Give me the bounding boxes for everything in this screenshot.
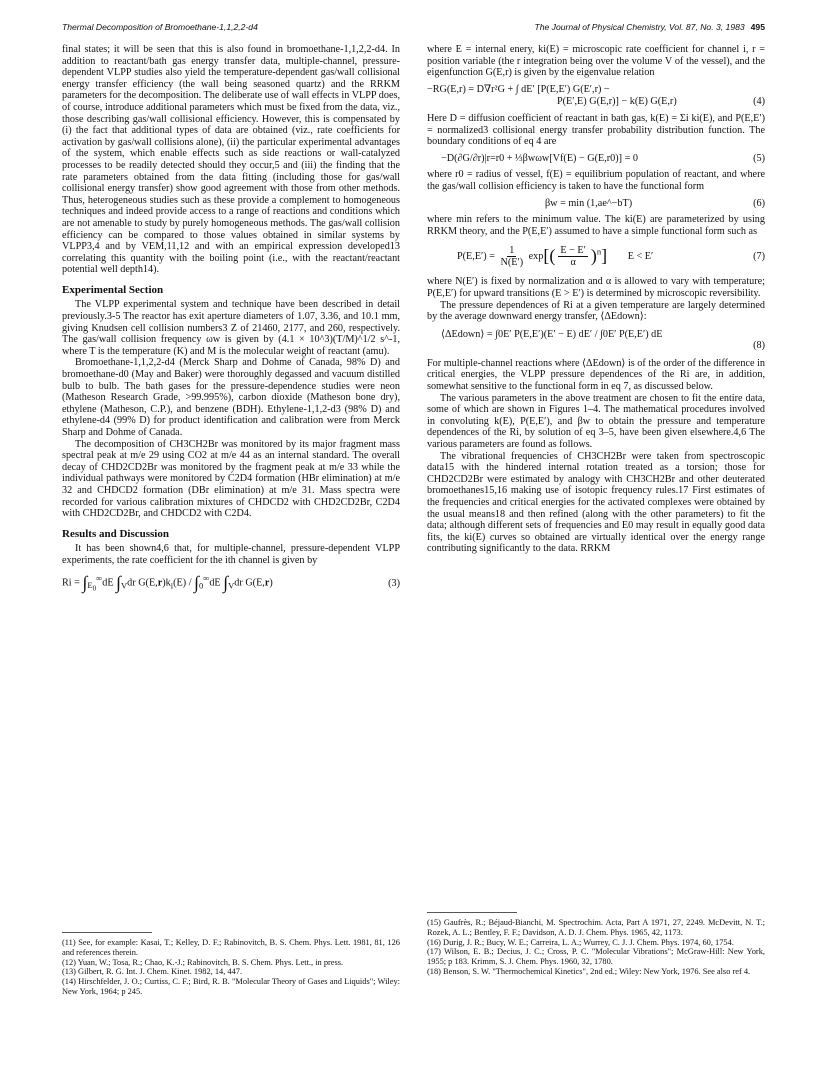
parameters-paragraph: The various parameters in the above treatment are chosen to fit the entire data, some of which are shown in Figures 1–4. The mathematical procedures involved in convoluting k(E), P(E,E′), and βw to obtain the pressure and temperature dependences of the Ri, by solution of eq 3–5, have been given elsewhere.4,6 The various parameters are found as follows. (427, 392, 765, 451)
equation-7-condition: E < E′ (627, 251, 654, 263)
experimental-paragraph-1: The VLPP experimental system and technique have been described in detail previously.3-5 The reactor has exit aperture diameters of 1.07, 3.36, and 10.1 mm, giving Knudsen cell collision numbers3 Z of 21460, 2177, and 260, respectively. The gas/wall collision frequency ωw is given by (4.1 × 10^3)(T/M)^1/2 s^-1, where T is the temperature (K) and M is the molecular weight of reactant (amu). (62, 299, 400, 357)
vibrational-paragraph: The vibrational frequencies of CH3CH2Br were taken from spectroscopic data15 with the hindered internal rotation treated as a torsion; those for CHD2CD2Br were estimated by analogy with CH3CH2Br and other deuterated bromoethanes15,16 making use of isotopic frequency rules.17 First estimates of the frequencies and critical energies for the activated complexes were obtained by the usual means18 and then refined (along with the other parameters) to fit the data; although different sets of frequencies and E0 may result in equally good data fits, the ki(E) curves so obtained are virtually identical over the energy range contributing significantly to the data. RRKM (427, 450, 765, 555)
header-title: Thermal Decomposition of Bromoethane-1,1,2,2-d4 (62, 22, 258, 32)
reference-12: (12) Yuan, W.; Tosa, R.; Chao, K.-J.; Rabinovitch, B. S. Chem. Phys. Lett., in press. (62, 957, 344, 967)
equation-5 (427, 153, 765, 165)
equation-5-number: (5) (753, 152, 765, 164)
equation-7-inner-denominator: α (570, 257, 576, 269)
experimental-paragraph-3: The decomposition of CH3CH2Br was monitored by its major fragment mass spectral peak at m/e 29 using CO2 at m/e 44 as an internal standard. The overall decay of CHD2CD2Br was monitored by the fragment peak at m/e 33 while the individual pathways were monitored by C2D4 formation (HBr elimination) at m/e 32 and CHDCD2 formation (DBr elimination) at m/e 31. Mass spectra were recorded for various calibration mixtures of CHDCD2 with CHD2CD2Br, C2D4 with CHD2CD2Br, and CHDCD2 with C2D4. (62, 438, 400, 520)
right-references (427, 918, 765, 977)
header-journal (534, 22, 765, 32)
reference-14: (14) Hirschfelder, J. O.; Curtiss, C. F.; Bird, R. B. "Molecular Theory of Gases and Liquids"; Wiley: New York, 1964; p 245. (62, 977, 400, 996)
boundary-paragraph: where r0 = radius of vessel, f(E) = equilibrium population of reactant, and where the gas/wall collision efficiency is taken to have the functional form (427, 169, 765, 192)
equation-3-lhs: Ri = (62, 576, 80, 588)
equation-6 (427, 198, 765, 210)
equation-7-denominator: N(E′) (500, 257, 524, 269)
right-column (427, 44, 765, 555)
equation-7 (427, 245, 765, 268)
equation-7-numerator: 1 (509, 245, 515, 257)
eigenfunction-paragraph: where E = internal enery, ki(E) = microscopic rate coefficient for channel i, r = position variable (the r integration being over the volume V of the vessel), and the eigenfunction G(E,r) is given by the eigenvalue relation (427, 44, 765, 79)
equation-6-body: βw = min (1,ae^−bT) (545, 197, 633, 209)
experimental-paragraph-2: Bromoethane-1,1,2,2-d4 (Merck Sharp and Dohme of Canada, 98% D) and bromoethane-d0 (May and Baker) were thoroughly degassed and vacuum distilled bulb to bulb. The bath gases for the pressure-dependence studies were neon (Matheson Research Grade, >99.995%), carbon dioxide (Matheson bone dry), ethylene (Matheson, C.P.), and benzene (BDH). Ethylene-1,1,2-d3 (98% D) and ethylene-d4 (99% D) for product identification and calibration were from Merck Sharp and Dohme of Canada. (62, 357, 400, 438)
equation-3-number: (3) (388, 578, 400, 590)
equation-6-number: (6) (753, 197, 765, 209)
reference-18: (18) Benson, S. W. "Thermochemical Kinetics", 2nd ed.; Wiley: New York, 1976. See also ref 4. (427, 966, 751, 976)
experimental-heading: Experimental Section (62, 283, 164, 296)
page-number: 495 (750, 22, 765, 32)
equation-7-inner-numerator: E − E′ (560, 245, 586, 257)
equation-7-number: (7) (753, 251, 765, 263)
pressure-paragraph: The pressure dependences of Ri at a given temperature are largely determined by the average downward energy transfer, ⟨ΔEdown⟩: (427, 299, 765, 323)
equation-4-line-1: −RG(E,r) = D∇r²G + ∫ dE′ [P(E,E′) G(E′,r) − (427, 83, 610, 95)
rrkm-paragraph: where min refers to the minimum value. The ki(E) are parameterized by using RRKM theory, and the P(E,E′) assumed to have a simple functional form such as (427, 214, 765, 237)
equation-7-lhs: P(E,E′) = (457, 251, 495, 263)
results-heading: Results and Discussion (62, 527, 169, 540)
reference-16: (16) Durig, J. R.; Bucy, W. E.; Carreira, L. A.; Wurrey, C. J. J. Chem. Phys. 1974, 60, 1754. (427, 937, 734, 947)
running-header (62, 22, 765, 36)
equation-4-line-2 (427, 96, 765, 108)
equation-8-body: ⟨ΔEdown⟩ = ∫0E′ P(E,E′)(E′ − E) dE′ / ∫0E′ P(E,E′) dE (441, 328, 663, 340)
footnote-rule-left (62, 932, 152, 933)
equation-8-number: (8) (753, 340, 765, 352)
journal-citation: The Journal of Physical Chemistry, Vol. 87, No. 3, 1983 (534, 22, 745, 32)
equation-3 (62, 573, 400, 596)
reference-13: (13) Gilbert, R. G. Int. J. Chem. Kinet. 1982, 14, 447. (62, 967, 243, 977)
left-references (62, 938, 400, 997)
equation-3-body: $Ri = \int_{E_0}^\infty dE$ $\int_Vdr$ $G(E,r)k_i(E) / \int_0^\infty dE$ $\int_Vdr$ G(E,r) (62, 571, 273, 593)
normalization-paragraph: where N(E′) is fixed by normalization and α is allowed to vary with temperature; P(E,E′) for upward transitions (E > E′) is determined by microscopic reversibility. (427, 276, 765, 299)
equation-8 (427, 329, 765, 352)
equation-7-body: P(E,E′) = $\frac{1}{N(E')}$ exp[( $\frac{E - E'}{\alpha}$ )$^n$] E < E′ (457, 245, 654, 269)
left-column (62, 44, 400, 600)
equation-4 (427, 84, 765, 108)
reference-11: (11) See, for example: Kasai, T.; Kelley, D. F.; Rabinovitch, B. S. Chem. Phys. Lett. 1981, 81, 126 and references therein. (62, 938, 400, 957)
reference-15: (15) Gaufrès, R.; Béjaud-Bianchi, M. Spectrochim. Acta, Part A 1971, 27, 2249. McDevitt, N. T.; Rozek, A. L.; Bentley, F. F.; Davidson, A. D. J. Chem. Phys. 1965, 42, 1173. (427, 918, 765, 937)
intro-paragraph: final states; it will be seen that this is also found in bromoethane-1,1,2,2-d4. In addition to reactant/bath gas energy transfer data, multiple-channel, pressure-dependent VLPP studies also yield the temperature-dependent gas/wall collisional energy transfer efficiency (the wall being seasoned quartz) and the RRKM parameters for the decomposition. The deliberate use of wall effects in VLPP does, of course, introduce additional parameters which must be fixed from the data, viz., those describing gas/wall collisional efficiency. However, this is compensated by (i) the fact that additional types of data are obtained (viz., rate coefficients for activation by gas/wall collisions alone), (ii) the particular experimental advantages of the system, which enable effects such as side reactions or wall-catalyzed processes to be readily detected should they occur,5 and (iii) the finding that the rate parameters obtained from the data fitting (including those for gas/wall collisional energy transfer) show good agreement with those from other methods. Thus, heterogeneous studies such as these provide a complement to homogeneous techniques and indeed provide access to a range of reactions and conditions which are not amenable to study by purely homogeneous methods. The gas/wall collision efficiency can be compared to those values obtained in similar systems by VLPP3,4 and by VEM,11,12 and with an empirical expression developed13 correlating this quantity with the boiling point (i.e., with the reactant/reactant potential well depth14). (62, 44, 400, 276)
multichannel-paragraph: For multiple-channel reactions where ⟨ΔEdown⟩ is of the order of the difference in critical energies, the VLPP pressure dependences of the Ri are, in addition, somewhat sensitive to the functional form in eq 7, as discussed below. (427, 357, 765, 393)
diffusion-paragraph: Here D = diffusion coefficient of reactant in bath gas, k(E) = Σi ki(E), and P(E,E′) = normalized3 collisional energy transfer probability distribution function. The boundary conditions of eq 4 are (427, 112, 765, 148)
equation-5-body: −D(∂G/∂r)|r=r0 + ⅓βwωw[Vf(E) − G(E,r0)] = 0 (441, 152, 638, 164)
footnote-rule-right (427, 912, 517, 913)
results-paragraph-1: It has been shown4,6 that, for multiple-channel, pressure-dependent VLPP experiments, the rate coefficient for the ith channel is given by (62, 543, 400, 566)
equation-7-exp: exp (528, 251, 544, 263)
equation-4-number: (4) (753, 96, 765, 108)
reference-17: (17) Wilson, E. B.; Decius, J. C.; Cross, P. C. "Molecular Vibrations"; McGraw-Hill: New York, 1955; p 183. Krimm, S. J. Chem. Phys. 1960, 32, 1780. (427, 947, 765, 967)
equation-4-tail: P(E′,E) G(E,r)] − k(E) G(E,r) (557, 96, 677, 108)
